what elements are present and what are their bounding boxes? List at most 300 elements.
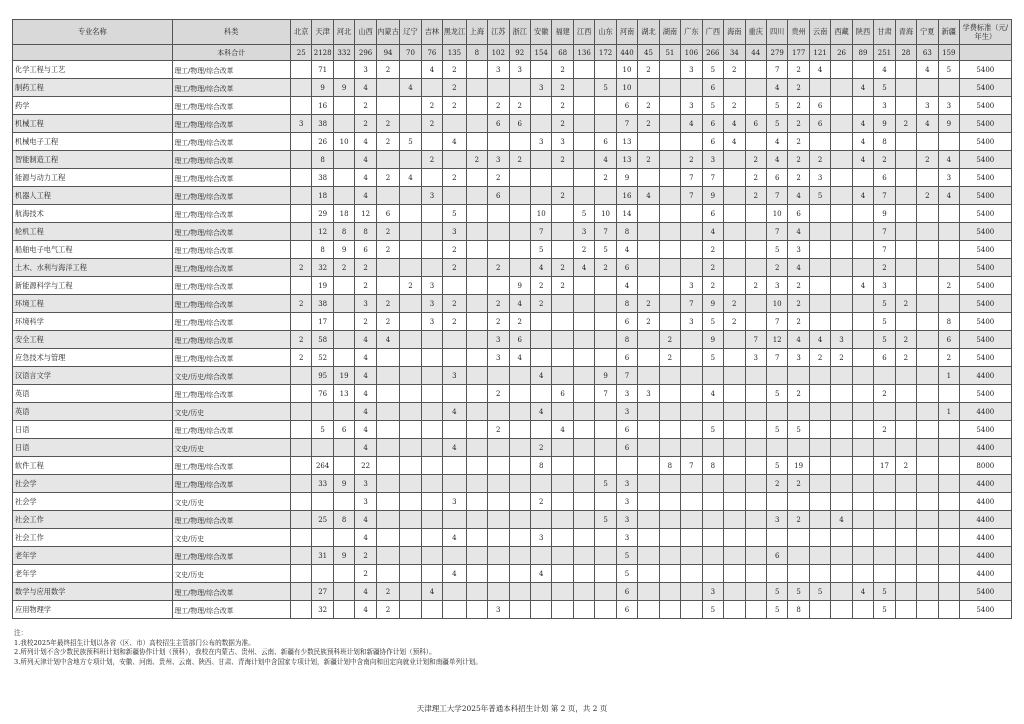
quota-cell bbox=[400, 547, 421, 565]
quota-cell bbox=[466, 547, 487, 565]
fee-cell: 5400 bbox=[960, 259, 1012, 277]
quota-cell: 3 bbox=[681, 313, 702, 331]
quota-cell bbox=[552, 169, 573, 187]
quota-cell bbox=[290, 547, 311, 565]
quota-cell bbox=[831, 403, 852, 421]
quota-cell bbox=[938, 583, 959, 601]
fee-cell: 4400 bbox=[960, 493, 1012, 511]
quota-cell bbox=[938, 475, 959, 493]
quota-cell bbox=[831, 583, 852, 601]
quota-cell: 5 bbox=[443, 205, 466, 223]
quota-cell bbox=[895, 385, 916, 403]
quota-cell bbox=[724, 367, 745, 385]
total-cell: 332 bbox=[333, 45, 354, 61]
quota-cell bbox=[552, 475, 573, 493]
quota-cell: 4 bbox=[355, 331, 376, 349]
quota-cell bbox=[509, 547, 530, 565]
quota-cell bbox=[724, 529, 745, 547]
quota-cell: 2 bbox=[638, 61, 659, 79]
quota-cell bbox=[573, 349, 594, 367]
quota-cell bbox=[400, 187, 421, 205]
category-cell: 理工/物理/综合改革 bbox=[172, 547, 290, 565]
quota-cell bbox=[724, 565, 745, 583]
quota-cell bbox=[766, 403, 787, 421]
quota-cell bbox=[509, 511, 530, 529]
quota-cell bbox=[595, 583, 616, 601]
quota-cell: 27 bbox=[312, 583, 333, 601]
column-header-province: 内蒙古 bbox=[376, 20, 399, 45]
quota-cell bbox=[852, 205, 873, 223]
quota-cell bbox=[745, 601, 766, 619]
quota-cell bbox=[400, 97, 421, 115]
quota-cell bbox=[488, 241, 509, 259]
quota-cell bbox=[831, 367, 852, 385]
quota-cell bbox=[852, 547, 873, 565]
quota-cell: 4 bbox=[552, 421, 573, 439]
quota-cell bbox=[638, 403, 659, 421]
quota-cell bbox=[466, 493, 487, 511]
quota-cell bbox=[917, 475, 938, 493]
fee-cell: 5400 bbox=[960, 115, 1012, 133]
quota-cell: 4 bbox=[616, 277, 637, 295]
quota-cell: 4 bbox=[595, 151, 616, 169]
quota-cell: 3 bbox=[616, 511, 637, 529]
quota-cell: 25 bbox=[312, 511, 333, 529]
quota-cell bbox=[852, 439, 873, 457]
quota-cell bbox=[376, 565, 399, 583]
quota-cell: 38 bbox=[312, 295, 333, 313]
quota-cell bbox=[333, 601, 354, 619]
quota-cell bbox=[509, 187, 530, 205]
quota-cell: 4 bbox=[509, 295, 530, 313]
quota-cell: 2 bbox=[376, 241, 399, 259]
quota-cell: 9 bbox=[333, 547, 354, 565]
quota-cell: 2 bbox=[552, 259, 573, 277]
column-header-province: 贵州 bbox=[788, 20, 809, 45]
quota-cell: 5 bbox=[530, 241, 551, 259]
quota-cell: 5 bbox=[766, 115, 787, 133]
quota-cell: 2 bbox=[788, 295, 809, 313]
quota-cell: 3 bbox=[509, 61, 530, 79]
quota-cell: 6 bbox=[702, 115, 723, 133]
quota-cell: 2 bbox=[766, 475, 787, 493]
quota-cell bbox=[400, 511, 421, 529]
quota-cell: 2 bbox=[355, 115, 376, 133]
quota-cell: 2 bbox=[355, 277, 376, 295]
quota-cell: 2 bbox=[895, 457, 916, 475]
quota-cell bbox=[917, 457, 938, 475]
quota-cell: 4 bbox=[638, 187, 659, 205]
quota-cell: 4 bbox=[788, 187, 809, 205]
quota-cell: 6 bbox=[616, 601, 637, 619]
quota-cell: 4 bbox=[938, 151, 959, 169]
quota-cell bbox=[766, 565, 787, 583]
quota-cell: 2 bbox=[917, 151, 938, 169]
quota-cell: 5 bbox=[312, 421, 333, 439]
quota-cell: 4 bbox=[702, 385, 723, 403]
table-row bbox=[13, 367, 1012, 385]
quota-cell bbox=[938, 421, 959, 439]
total-cell: 28 bbox=[895, 45, 916, 61]
quota-cell: 2 bbox=[595, 259, 616, 277]
quota-cell bbox=[573, 169, 594, 187]
quota-cell bbox=[809, 403, 830, 421]
fee-cell: 5400 bbox=[960, 223, 1012, 241]
quota-cell bbox=[809, 79, 830, 97]
column-header-province: 山西 bbox=[355, 20, 376, 45]
quota-cell: 4 bbox=[400, 169, 421, 187]
quota-cell: 3 bbox=[488, 349, 509, 367]
quota-cell bbox=[917, 439, 938, 457]
quota-cell bbox=[852, 169, 873, 187]
fee-cell: 5400 bbox=[960, 349, 1012, 367]
category-cell: 理工/物理/综合改革 bbox=[172, 295, 290, 313]
quota-cell: 38 bbox=[312, 169, 333, 187]
quota-cell bbox=[895, 241, 916, 259]
quota-cell bbox=[376, 529, 399, 547]
quota-cell: 9 bbox=[938, 115, 959, 133]
quota-cell bbox=[809, 457, 830, 475]
quota-cell bbox=[488, 205, 509, 223]
quota-cell: 5 bbox=[702, 349, 723, 367]
quota-cell: 3 bbox=[874, 97, 895, 115]
quota-cell bbox=[595, 421, 616, 439]
quota-cell bbox=[312, 565, 333, 583]
total-cell: 172 bbox=[595, 45, 616, 61]
quota-cell bbox=[573, 277, 594, 295]
quota-cell: 2 bbox=[788, 475, 809, 493]
quota-cell: 4 bbox=[831, 511, 852, 529]
quota-cell bbox=[376, 367, 399, 385]
quota-cell bbox=[466, 565, 487, 583]
quota-cell: 52 bbox=[312, 349, 333, 367]
quota-cell: 4 bbox=[355, 187, 376, 205]
quota-cell bbox=[724, 223, 745, 241]
quota-cell bbox=[831, 547, 852, 565]
quota-cell bbox=[333, 115, 354, 133]
quota-cell bbox=[443, 151, 466, 169]
major-name-cell: 机器人工程 bbox=[13, 187, 173, 205]
quota-cell: 6 bbox=[788, 205, 809, 223]
quota-cell: 2 bbox=[355, 547, 376, 565]
quota-cell bbox=[681, 259, 702, 277]
quota-cell: 3 bbox=[616, 475, 637, 493]
quota-cell bbox=[938, 205, 959, 223]
quota-cell bbox=[724, 259, 745, 277]
quota-cell: 12 bbox=[355, 205, 376, 223]
quota-cell: 2 bbox=[788, 79, 809, 97]
quota-cell bbox=[766, 529, 787, 547]
quota-cell bbox=[724, 439, 745, 457]
major-name-cell: 智能制造工程 bbox=[13, 151, 173, 169]
quota-cell bbox=[333, 295, 354, 313]
quota-cell: 14 bbox=[616, 205, 637, 223]
quota-cell bbox=[745, 421, 766, 439]
quota-cell: 17 bbox=[312, 313, 333, 331]
quota-cell bbox=[376, 493, 399, 511]
quota-cell: 9 bbox=[702, 331, 723, 349]
quota-cell bbox=[573, 403, 594, 421]
quota-cell: 8 bbox=[788, 601, 809, 619]
quota-cell bbox=[573, 547, 594, 565]
quota-cell bbox=[659, 529, 680, 547]
quota-cell: 2 bbox=[488, 259, 509, 277]
category-cell: 理工/物理/综合改革 bbox=[172, 583, 290, 601]
quota-cell: 2 bbox=[745, 151, 766, 169]
category-cell: 理工/物理/综合改革 bbox=[172, 115, 290, 133]
quota-cell: 4 bbox=[355, 367, 376, 385]
quota-cell: 2 bbox=[831, 349, 852, 367]
quota-cell: 2 bbox=[895, 115, 916, 133]
quota-cell: 2 bbox=[788, 61, 809, 79]
quota-cell: 8 bbox=[530, 457, 551, 475]
quota-cell bbox=[400, 601, 421, 619]
quota-cell: 2 bbox=[638, 313, 659, 331]
quota-cell bbox=[874, 511, 895, 529]
quota-cell bbox=[421, 331, 442, 349]
quota-cell bbox=[290, 187, 311, 205]
quota-cell bbox=[552, 205, 573, 223]
quota-cell bbox=[638, 331, 659, 349]
quota-cell: 2 bbox=[874, 259, 895, 277]
quota-cell bbox=[400, 457, 421, 475]
table-row bbox=[13, 259, 1012, 277]
quota-cell bbox=[290, 475, 311, 493]
quota-cell bbox=[809, 223, 830, 241]
quota-cell bbox=[745, 439, 766, 457]
quota-cell: 3 bbox=[917, 97, 938, 115]
quota-cell bbox=[788, 403, 809, 421]
quota-cell bbox=[616, 457, 637, 475]
category-cell: 理工/物理/综合改革 bbox=[172, 475, 290, 493]
quota-cell bbox=[573, 511, 594, 529]
category-cell: 理工/物理/综合改革 bbox=[172, 241, 290, 259]
quota-cell: 2 bbox=[552, 151, 573, 169]
quota-cell bbox=[573, 493, 594, 511]
quota-cell: 3 bbox=[443, 493, 466, 511]
quota-cell bbox=[809, 277, 830, 295]
quota-cell bbox=[917, 79, 938, 97]
quota-cell bbox=[852, 601, 873, 619]
quota-cell: 2 bbox=[702, 241, 723, 259]
quota-cell bbox=[638, 583, 659, 601]
quota-cell bbox=[895, 565, 916, 583]
quota-cell bbox=[745, 133, 766, 151]
quota-cell bbox=[595, 403, 616, 421]
category-cell: 文史/历史 bbox=[172, 403, 290, 421]
fee-cell: 5400 bbox=[960, 61, 1012, 79]
quota-cell bbox=[466, 511, 487, 529]
quota-cell: 2 bbox=[488, 97, 509, 115]
quota-cell bbox=[595, 295, 616, 313]
quota-cell bbox=[376, 439, 399, 457]
quota-cell: 4 bbox=[852, 115, 873, 133]
quota-cell: 5 bbox=[874, 295, 895, 313]
quota-cell bbox=[638, 601, 659, 619]
quota-cell bbox=[552, 529, 573, 547]
quota-cell bbox=[312, 493, 333, 511]
quota-cell bbox=[530, 583, 551, 601]
category-cell: 理工/物理/综合改革 bbox=[172, 205, 290, 223]
quota-cell bbox=[530, 511, 551, 529]
quota-cell bbox=[852, 403, 873, 421]
category-cell: 文史/历史 bbox=[172, 493, 290, 511]
quota-cell bbox=[659, 421, 680, 439]
quota-cell bbox=[917, 511, 938, 529]
quota-cell bbox=[509, 79, 530, 97]
quota-cell: 7 bbox=[874, 187, 895, 205]
quota-cell: 6 bbox=[809, 115, 830, 133]
quota-cell: 4 bbox=[443, 565, 466, 583]
quota-cell bbox=[421, 439, 442, 457]
quota-cell bbox=[852, 349, 873, 367]
quota-cell: 6 bbox=[745, 115, 766, 133]
quota-cell: 71 bbox=[312, 61, 333, 79]
quota-cell bbox=[290, 133, 311, 151]
table-row bbox=[13, 457, 1012, 475]
quota-cell bbox=[917, 601, 938, 619]
quota-cell bbox=[895, 277, 916, 295]
quota-cell bbox=[681, 241, 702, 259]
major-name-cell: 制药工程 bbox=[13, 79, 173, 97]
quota-cell: 3 bbox=[938, 97, 959, 115]
quota-cell: 2 bbox=[724, 61, 745, 79]
quota-cell bbox=[831, 277, 852, 295]
quota-cell: 3 bbox=[681, 277, 702, 295]
quota-cell bbox=[638, 457, 659, 475]
quota-cell bbox=[659, 295, 680, 313]
quota-cell bbox=[552, 511, 573, 529]
quota-cell bbox=[595, 439, 616, 457]
quota-cell bbox=[638, 493, 659, 511]
quota-cell bbox=[681, 547, 702, 565]
quota-cell bbox=[831, 97, 852, 115]
quota-cell bbox=[466, 61, 487, 79]
quota-cell bbox=[376, 349, 399, 367]
quota-cell: 8 bbox=[702, 457, 723, 475]
quota-cell: 4 bbox=[355, 421, 376, 439]
quota-cell: 6 bbox=[552, 385, 573, 403]
quota-cell: 1 bbox=[938, 367, 959, 385]
quota-cell bbox=[724, 493, 745, 511]
quota-cell bbox=[809, 205, 830, 223]
quota-cell bbox=[745, 205, 766, 223]
quota-cell bbox=[917, 295, 938, 313]
quota-cell bbox=[788, 367, 809, 385]
quota-cell: 6 bbox=[938, 331, 959, 349]
quota-cell bbox=[573, 295, 594, 313]
quota-cell bbox=[509, 493, 530, 511]
quota-cell: 2 bbox=[874, 385, 895, 403]
quota-cell: 2 bbox=[376, 583, 399, 601]
column-header-province: 辽宁 bbox=[400, 20, 421, 45]
major-name-cell: 社会学 bbox=[13, 475, 173, 493]
total-cell: 8 bbox=[466, 45, 487, 61]
quota-cell bbox=[702, 493, 723, 511]
quota-cell bbox=[917, 277, 938, 295]
quota-cell bbox=[421, 133, 442, 151]
quota-cell bbox=[466, 367, 487, 385]
quota-cell bbox=[466, 277, 487, 295]
fee-cell: 5400 bbox=[960, 583, 1012, 601]
quota-cell bbox=[681, 511, 702, 529]
quota-cell bbox=[681, 79, 702, 97]
quota-cell bbox=[831, 115, 852, 133]
quota-cell bbox=[443, 475, 466, 493]
quota-cell bbox=[552, 331, 573, 349]
quota-cell bbox=[509, 457, 530, 475]
quota-cell bbox=[421, 367, 442, 385]
quota-cell bbox=[831, 187, 852, 205]
quota-cell: 26 bbox=[312, 133, 333, 151]
quota-cell bbox=[681, 367, 702, 385]
quota-cell: 7 bbox=[874, 241, 895, 259]
quota-cell bbox=[290, 151, 311, 169]
quota-cell bbox=[443, 349, 466, 367]
category-cell: 文史/历史 bbox=[172, 565, 290, 583]
quota-cell: 6 bbox=[702, 205, 723, 223]
quota-cell: 2 bbox=[552, 79, 573, 97]
quota-cell bbox=[745, 295, 766, 313]
quota-cell: 18 bbox=[312, 187, 333, 205]
quota-cell: 3 bbox=[766, 277, 787, 295]
fee-cell: 5400 bbox=[960, 421, 1012, 439]
quota-cell: 2 bbox=[638, 97, 659, 115]
quota-cell bbox=[421, 205, 442, 223]
quota-cell bbox=[573, 367, 594, 385]
quota-cell bbox=[917, 169, 938, 187]
quota-cell: 6 bbox=[488, 187, 509, 205]
quota-cell bbox=[852, 565, 873, 583]
quota-cell: 10 bbox=[616, 61, 637, 79]
total-cell: 177 bbox=[788, 45, 809, 61]
major-name-cell: 轮机工程 bbox=[13, 223, 173, 241]
quota-cell bbox=[917, 385, 938, 403]
quota-cell: 3 bbox=[355, 61, 376, 79]
quota-cell bbox=[400, 583, 421, 601]
fee-cell: 5400 bbox=[960, 133, 1012, 151]
quota-cell bbox=[788, 529, 809, 547]
quota-cell: 7 bbox=[616, 115, 637, 133]
quota-cell bbox=[488, 367, 509, 385]
quota-cell: 4 bbox=[355, 529, 376, 547]
table-row bbox=[13, 79, 1012, 97]
quota-cell bbox=[681, 565, 702, 583]
quota-cell bbox=[852, 493, 873, 511]
quota-cell: 4 bbox=[809, 61, 830, 79]
category-cell: 理工/物理/综合改革 bbox=[172, 187, 290, 205]
quota-cell bbox=[290, 403, 311, 421]
quota-cell bbox=[488, 493, 509, 511]
quota-cell bbox=[488, 439, 509, 457]
quota-cell bbox=[466, 349, 487, 367]
quota-cell bbox=[466, 403, 487, 421]
quota-cell: 3 bbox=[874, 277, 895, 295]
quota-cell bbox=[466, 421, 487, 439]
quota-cell bbox=[724, 79, 745, 97]
quota-cell: 8 bbox=[616, 295, 637, 313]
table-row bbox=[13, 169, 1012, 187]
quota-cell: 9 bbox=[874, 205, 895, 223]
major-name-cell: 机械工程 bbox=[13, 115, 173, 133]
total-cell: 63 bbox=[917, 45, 938, 61]
quota-cell bbox=[595, 97, 616, 115]
quota-cell: 4 bbox=[530, 403, 551, 421]
quota-cell bbox=[659, 205, 680, 223]
quota-cell: 2 bbox=[333, 259, 354, 277]
quota-cell: 16 bbox=[312, 97, 333, 115]
quota-cell bbox=[659, 583, 680, 601]
